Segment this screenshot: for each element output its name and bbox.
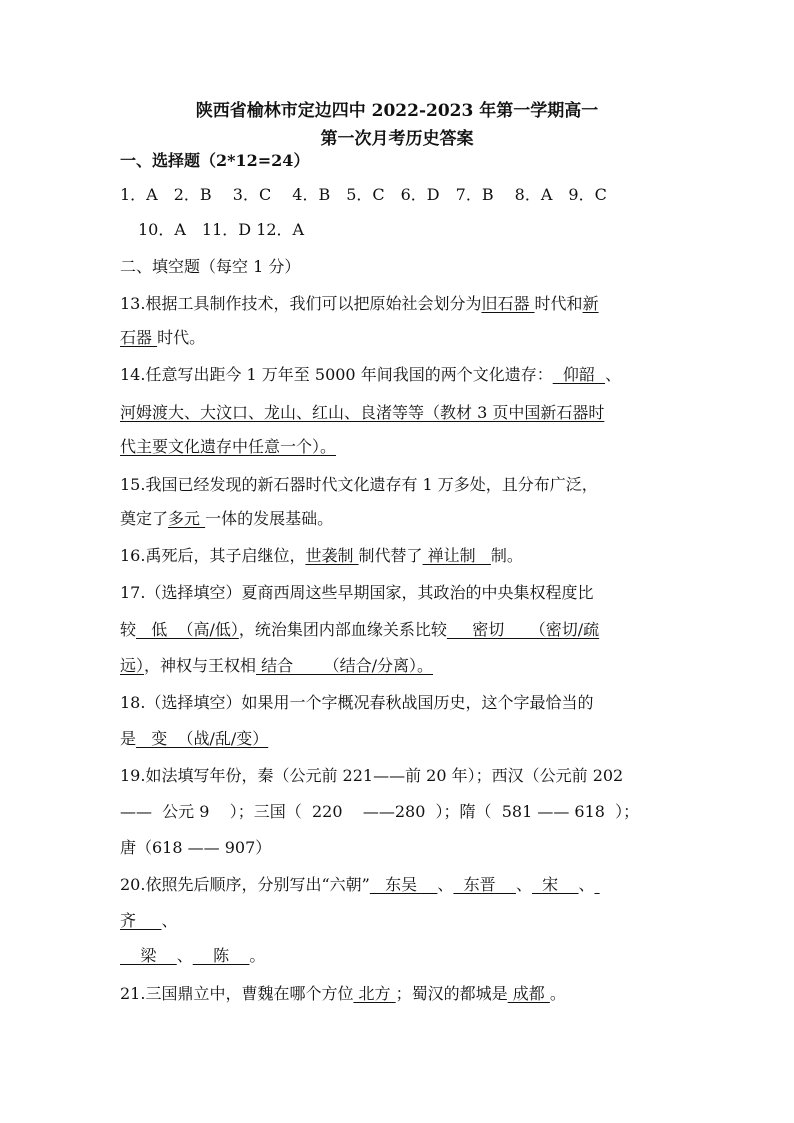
q17-answer-1: 低 （高/低）: [136, 620, 239, 639]
q20-text-1: 20.依照先后顺序，分别写出“六朝”: [120, 875, 370, 894]
question-14-line-1: [120, 364, 720, 386]
choice-answers-row-1: 1．A 2．B 3．C 4．B 5．C 6．D 7．B 8．A 9．C: [120, 185, 607, 204]
question-19-line-1: 19.如法填写年份，秦（公元前 221——前 20 年）；西汉（公元前 202: [120, 766, 624, 785]
q14-text-2: 、: [605, 365, 622, 384]
q20-answer-7: 陈: [192, 946, 250, 965]
q13-text-1: 13.根据工具制作技术，我们可以把原始社会划分为: [120, 294, 482, 313]
question-14-line-3: [120, 436, 720, 458]
question-14-line-2: [120, 402, 720, 424]
q16-answer-1: 世袭制: [305, 546, 359, 565]
question-20-line-2: [120, 910, 720, 932]
section-1-heading: 一、选择题（2*12=24）: [120, 151, 310, 170]
q21-answer-2: 成都: [507, 984, 550, 1003]
title-line-1: 陕西省榆林市定边四中 2022-2023 年第一学期高一: [195, 101, 599, 121]
q17-text-2: 较: [120, 620, 137, 639]
q15-text-3: 一体的发展基础。: [205, 509, 334, 528]
q13-answer-1: 旧石器: [481, 294, 535, 313]
q21-answer-1: 北方: [353, 984, 396, 1003]
q14-answer-2: 河姆渡大、大汶口、龙山、红山、良渚等等（教材 3 页中国新石器时: [120, 403, 605, 422]
question-13-line-1: [120, 293, 720, 315]
q20-text-2: 、: [437, 875, 454, 894]
q15-answer-1: 多元: [168, 509, 206, 528]
q13-answer-2b: 石器: [120, 328, 158, 347]
q20-answer-4: [595, 875, 600, 894]
question-17-line-2: [120, 619, 720, 641]
question-16-line: [120, 545, 720, 567]
question-20-line-3: [120, 945, 720, 967]
q21-text-2: ；蜀汉的都城是: [395, 984, 508, 1003]
q21-text-1: 21.三国鼎立中，曹魏在哪个方位: [120, 984, 354, 1003]
title-line-2: 第一次月考历史答案: [320, 129, 474, 149]
question-17-line-3: [120, 655, 720, 677]
q13-text-2: 时代和: [534, 294, 583, 313]
question-20-line-1: [120, 874, 720, 896]
question-15-line-2: [120, 508, 720, 530]
q20-answer-2: 东晋: [453, 875, 516, 894]
q20-text-6: 、: [176, 946, 193, 965]
q16-answer-2: 禅让制: [422, 546, 491, 565]
q20-answer-3: 宋: [531, 875, 579, 894]
q13-text-3: 时代。: [157, 328, 206, 347]
q16-text-1: 16.禹死后，其子启继位，: [120, 546, 306, 565]
question-18-line-2: [120, 728, 720, 750]
question-19-line-3: 唐（618 —— 907）: [120, 838, 272, 857]
question-17-line-1: 17.（选择填空）夏商西周这些早期国家，其政治的中央集权程度比: [120, 583, 594, 602]
question-13-line-2: [120, 327, 720, 349]
q20-answer-6: 梁: [120, 946, 177, 965]
q20-text-7: 。: [249, 946, 266, 965]
q17-text-3: ，统治集团内部血缘关系比较: [238, 620, 447, 639]
q14-answer-1: 仰韶: [552, 365, 606, 384]
q17-answer-3: 远）: [120, 656, 145, 675]
q17-answer-2: 密切 （密切/疏: [446, 620, 600, 639]
q20-text-3: 、: [515, 875, 532, 894]
q13-answer-2a: 新: [582, 294, 599, 313]
q14-text-1: 14.任意写出距今 1 万年至 5000 年间我国的两个文化遗存：: [120, 365, 553, 384]
q21-text-3: 。: [549, 984, 566, 1003]
q14-answer-3: 代主要文化遗存中任意一个）。: [120, 437, 337, 456]
section-2-heading: 二、填空题（每空 1 分）: [120, 257, 301, 276]
choice-answers-row-2: 10．A 11．D 12．A: [138, 220, 305, 239]
q17-text-4: ，神权与王权相: [144, 656, 257, 675]
q18-text-2: 是: [120, 729, 137, 748]
question-19-line-2: —— 公元 9 ）；三国（ 220 ——280 ）；隋（ 581 —— 618 ）；: [120, 802, 640, 821]
question-15-line-1: 15.我国已经发现的新石器时代文化遗存有 1 万多处，且分布广泛，: [120, 475, 598, 494]
q17-answer-4: 结合 （结合/分离）。: [256, 656, 434, 675]
q20-text-4: 、: [578, 875, 595, 894]
q20-answer-5: 齐: [120, 911, 162, 930]
q16-text-2: 制代替了: [358, 546, 423, 565]
question-18-line-1: 18.（选择填空）如果用一个字概况春秋战国历史，这个字最恰当的: [120, 693, 594, 712]
question-21-line: [120, 983, 720, 1005]
q15-text-2: 奠定了: [120, 509, 169, 528]
q20-text-5: 、: [161, 911, 178, 930]
q20-answer-1: 东吴: [369, 875, 438, 894]
q18-answer-1: 变 （战/乱/变）: [136, 729, 269, 748]
q16-text-3: 制。: [490, 546, 523, 565]
